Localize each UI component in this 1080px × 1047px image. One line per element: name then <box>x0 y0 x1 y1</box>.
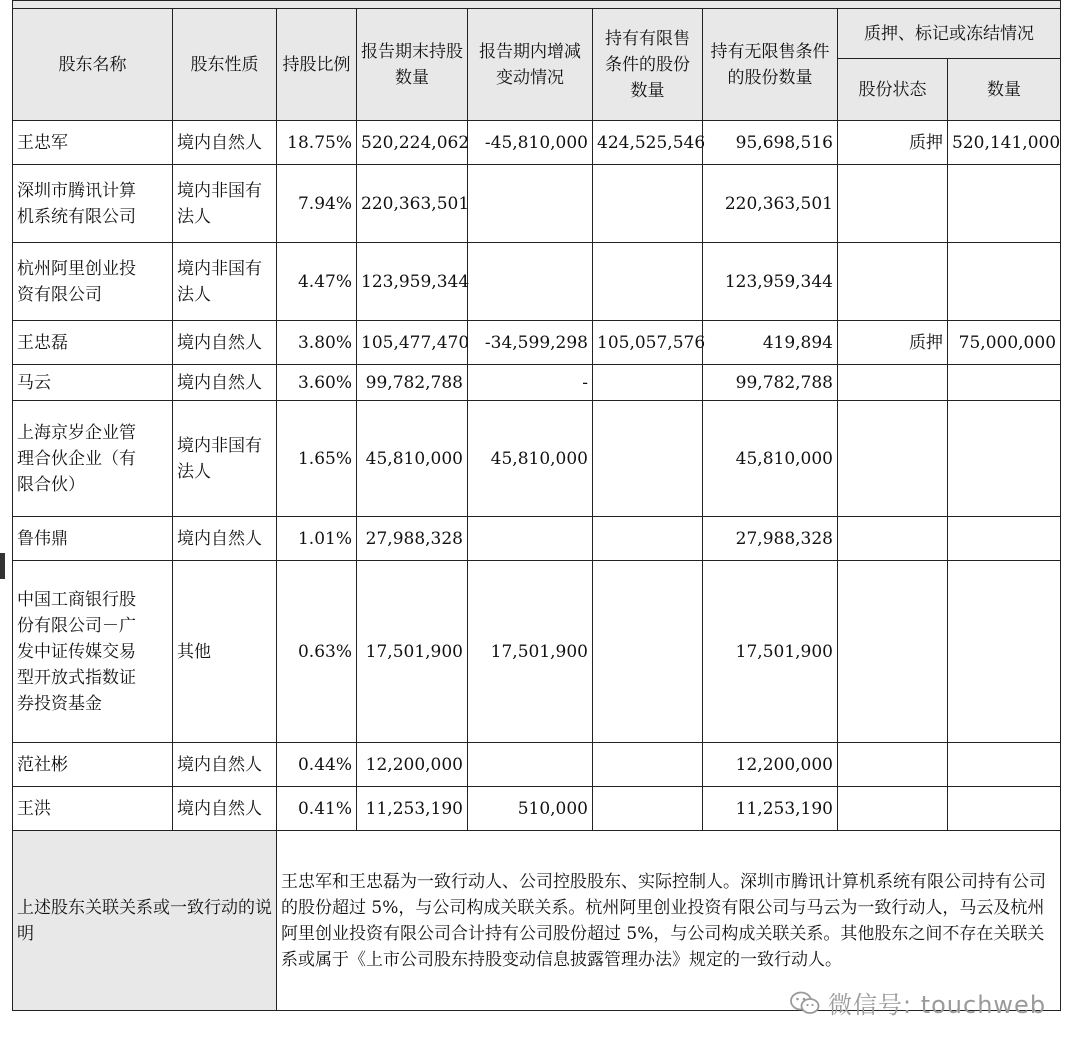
table-top-rule <box>13 1 1061 9</box>
watermark <box>790 985 1046 1020</box>
cell-nature: 境内自然人 <box>173 743 277 787</box>
cell-pledge-qty <box>948 243 1061 321</box>
cell-pledge-status <box>838 743 948 787</box>
cell-change <box>468 243 593 321</box>
header-unrestricted: 持有无限售条件的股份数量 <box>703 9 838 121</box>
cell-name: 王忠磊 <box>13 321 173 365</box>
cell-ratio: 3.60% <box>277 365 357 401</box>
relation-text: 王忠军和王忠磊为一致行动人、公司控股股东、实际控制人。深圳市腾讯计算机系统有限公司持有公司的股份超过 5%，与公司构成关联关系。杭州阿里创业投资有限公司与马云为一致行动人，马云及杭州阿里创业投资有限公司合计持有公司股份超过 5%，与公司构成关联关系。其他股东之间不存在关联关系或属于《上市公司股东持股变动信息披露管理办法》规定的一致行动人。 <box>277 831 1061 1011</box>
cell-nature: 境内非国有 法人 <box>173 401 277 517</box>
cell-pledge-qty <box>948 165 1061 243</box>
cell-pledge-status: 质押 <box>838 121 948 165</box>
cell-nature: 境内自然人 <box>173 787 277 831</box>
table-row <box>13 321 1061 365</box>
cell-pledge-qty <box>948 401 1061 517</box>
cell-restricted <box>593 243 703 321</box>
header-pledge-status: 股份状态 <box>838 59 948 121</box>
cell-ratio: 4.47% <box>277 243 357 321</box>
cell-unrestricted: 220,363,501 <box>703 165 838 243</box>
cell-pledge-status: 质押 <box>838 321 948 365</box>
cell-end-qty: 12,200,000 <box>357 743 468 787</box>
cell-name: 王忠军 <box>13 121 173 165</box>
cell-pledge-status <box>838 243 948 321</box>
cell-pledge-status <box>838 561 948 743</box>
cell-restricted <box>593 365 703 401</box>
cell-pledge-qty <box>948 517 1061 561</box>
header-pledge-qty: 数量 <box>948 59 1061 121</box>
table-row <box>13 743 1061 787</box>
cell-end-qty: 45,810,000 <box>357 401 468 517</box>
cell-restricted <box>593 561 703 743</box>
cell-name: 深圳市腾讯计算 机系统有限公司 <box>13 165 173 243</box>
cell-name: 鲁伟鼎 <box>13 517 173 561</box>
cell-name: 马云 <box>13 365 173 401</box>
table-row <box>13 517 1061 561</box>
header-pledge-group: 质押、标记或冻结情况 <box>838 9 1061 59</box>
cell-pledge-status <box>838 165 948 243</box>
cell-change: -45,810,000 <box>468 121 593 165</box>
cell-nature: 境内自然人 <box>173 517 277 561</box>
cell-name: 上海京岁企业管 理合伙企业（有 限合伙） <box>13 401 173 517</box>
cell-restricted <box>593 743 703 787</box>
cell-ratio: 1.65% <box>277 401 357 517</box>
cell-end-qty: 123,959,344 <box>357 243 468 321</box>
edge-mark <box>0 553 5 579</box>
cell-pledge-qty <box>948 787 1061 831</box>
cell-ratio: 1.01% <box>277 517 357 561</box>
cell-end-qty: 11,253,190 <box>357 787 468 831</box>
cell-pledge-qty: 75,000,000 <box>948 321 1061 365</box>
cell-end-qty: 99,782,788 <box>357 365 468 401</box>
cell-end-qty: 520,224,062 <box>357 121 468 165</box>
cell-end-qty: 27,988,328 <box>357 517 468 561</box>
cell-unrestricted: 27,988,328 <box>703 517 838 561</box>
cell-restricted <box>593 517 703 561</box>
cell-restricted <box>593 401 703 517</box>
cell-ratio: 18.75% <box>277 121 357 165</box>
cell-ratio: 7.94% <box>277 165 357 243</box>
header-row <box>13 9 1061 59</box>
cell-unrestricted: 11,253,190 <box>703 787 838 831</box>
cell-change: - <box>468 365 593 401</box>
cell-change <box>468 517 593 561</box>
cell-name: 王洪 <box>13 787 173 831</box>
header-change: 报告期内增减变动情况 <box>468 9 593 121</box>
cell-change <box>468 743 593 787</box>
cell-unrestricted: 99,782,788 <box>703 365 838 401</box>
cell-pledge-status <box>838 787 948 831</box>
cell-restricted <box>593 787 703 831</box>
cell-change: 510,000 <box>468 787 593 831</box>
cell-end-qty: 220,363,501 <box>357 165 468 243</box>
header-ratio: 持股比例 <box>277 9 357 121</box>
cell-change: 45,810,000 <box>468 401 593 517</box>
cell-pledge-qty <box>948 561 1061 743</box>
cell-pledge-status <box>838 365 948 401</box>
wechat-icon <box>790 991 820 1015</box>
watermark-text: 微信号: touchweb <box>828 991 1047 1019</box>
cell-ratio: 3.80% <box>277 321 357 365</box>
cell-change: 17,501,900 <box>468 561 593 743</box>
cell-pledge-status <box>838 517 948 561</box>
cell-end-qty: 17,501,900 <box>357 561 468 743</box>
cell-pledge-qty <box>948 743 1061 787</box>
cell-unrestricted: 45,810,000 <box>703 401 838 517</box>
table-row <box>13 561 1061 743</box>
header-nature: 股东性质 <box>173 9 277 121</box>
cell-unrestricted: 12,200,000 <box>703 743 838 787</box>
table-row <box>13 165 1061 243</box>
cell-ratio: 0.41% <box>277 787 357 831</box>
cell-name: 范社彬 <box>13 743 173 787</box>
cell-restricted: 105,057,576 <box>593 321 703 365</box>
cell-nature: 境内自然人 <box>173 365 277 401</box>
cell-unrestricted: 17,501,900 <box>703 561 838 743</box>
cell-ratio: 0.44% <box>277 743 357 787</box>
table-row <box>13 365 1061 401</box>
shareholder-table <box>12 0 1061 1011</box>
cell-name: 中国工商银行股 份有限公司－广 发中证传媒交易 型开放式指数证 券投资基金 <box>13 561 173 743</box>
cell-unrestricted: 95,698,516 <box>703 121 838 165</box>
relation-row <box>13 831 1061 1011</box>
cell-nature: 境内非国有 法人 <box>173 165 277 243</box>
cell-ratio: 0.63% <box>277 561 357 743</box>
cell-change: -34,599,298 <box>468 321 593 365</box>
cell-restricted: 424,525,546 <box>593 121 703 165</box>
header-name: 股东名称 <box>13 9 173 121</box>
cell-pledge-qty <box>948 365 1061 401</box>
table-row <box>13 401 1061 517</box>
header-restricted: 持有有限售条件的股份数量 <box>593 9 703 121</box>
header-end-qty: 报告期末持股数量 <box>357 9 468 121</box>
relation-label: 上述股东关联关系或一致行动的说明 <box>13 831 277 1011</box>
table-body <box>13 121 1061 831</box>
cell-pledge-status <box>838 401 948 517</box>
cell-restricted <box>593 165 703 243</box>
cell-change <box>468 165 593 243</box>
cell-name: 杭州阿里创业投 资有限公司 <box>13 243 173 321</box>
cell-unrestricted: 419,894 <box>703 321 838 365</box>
cell-nature: 其他 <box>173 561 277 743</box>
cell-unrestricted: 123,959,344 <box>703 243 838 321</box>
table-row <box>13 787 1061 831</box>
table-row <box>13 121 1061 165</box>
cell-pledge-qty: 520,141,000 <box>948 121 1061 165</box>
table-row <box>13 243 1061 321</box>
cell-end-qty: 105,477,470 <box>357 321 468 365</box>
cell-nature: 境内自然人 <box>173 121 277 165</box>
cell-nature: 境内非国有 法人 <box>173 243 277 321</box>
cell-nature: 境内自然人 <box>173 321 277 365</box>
